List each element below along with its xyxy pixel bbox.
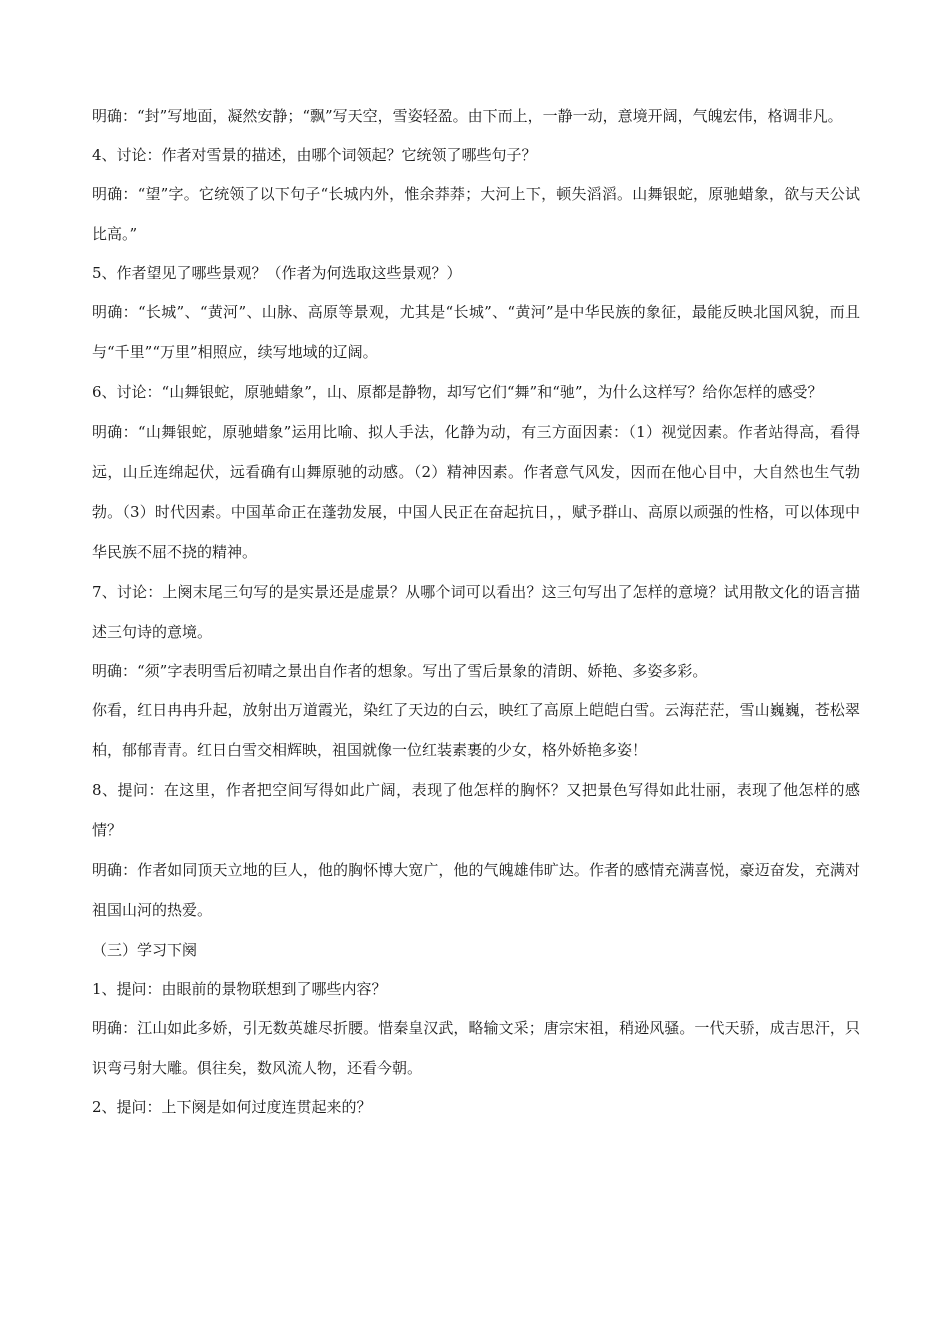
paragraph-answer-feelings: 明确：作者如同顶天立地的巨人，他的胸怀博大宽广，他的气魄雄伟旷达。作者的感情充满喜悦，豪迈奋发，充满对祖国山河的热爱。 [92, 861, 860, 919]
paragraph-question-5: 5、作者望见了哪些景观？（作者为何选取这些景观？） [92, 264, 462, 282]
paragraph-question-8: 8、提问：在这里，作者把空间写得如此广阔，表现了他怎样的胸怀？又把景色写得如此壮丽，表现了他怎样的感情？ [92, 781, 860, 839]
paragraph-question-1: 1、提问：由眼前的景物联想到了哪些内容？ [92, 980, 387, 998]
paragraph-question-4: 4、讨论：作者对雪景的描述，由哪个词领起？它统领了哪些句子？ [92, 146, 537, 164]
paragraph-description-scene: 你看，红日冉冉升起，放射出万道霞光，染红了天边的白云，映红了高原上皑皑白雪。云海茫茫，雪山巍巍，苍松翠柏，郁郁青青。红日白雪交相辉映，祖国就像一位红装素裹的少女，格外娇艳多姿！ [92, 701, 860, 759]
paragraph-answer-xu: 明确：“须”字表明雪后初晴之景出自作者的想象。写出了雪后景象的清朗、娇艳、多姿多彩。 [92, 662, 708, 680]
paragraph-question-7: 7、讨论：上阕末尾三句写的是实景还是虚景？从哪个词可以看出？这三句写出了怎样的意境？试用散文化的语言描述三句诗的意境。 [92, 583, 860, 641]
paragraph-answer-wang: 明确：“望”字。它统领了以下句子“长城内外，惟余莽莽；大河上下，顿失滔滔。山舞银蛇，原驰蜡象，欲与天公试比高。” [92, 185, 860, 243]
section-heading-xia-que: （三）学习下阕 [92, 941, 198, 959]
document-page [92, 96, 860, 1126]
paragraph-answer-landscapes: 明确：“长城”、“黄河”、山脉、高原等景观，尤其是“长城”、“黄河”是中华民族的象征，最能反映北国风貌，而且与“千里”“万里”相照应，续写地域的辽阔。 [92, 303, 860, 361]
paragraph-question-2: 2、提问：上下阕是如何过度连贯起来的？ [92, 1098, 372, 1116]
paragraph-answer-feng-piao: 明确：“封”写地面，凝然安静；“飘”写天空，雪姿轻盈。由下而上，一静一动，意境开阔，气魄宏伟，格调非凡。 [92, 107, 843, 125]
paragraph-question-6: 6、讨论：“山舞银蛇，原驰蜡象”，山、原都是静物，却写它们“舞”和“驰”，为什么这样写？给你怎样的感受？ [92, 383, 823, 401]
paragraph-answer-heroes: 明确：江山如此多娇，引无数英雄尽折腰。惜秦皇汉武，略输文采；唐宗宋祖，稍逊风骚。一代天骄，成吉思汗，只识弯弓射大雕。俱往矣，数风流人物，还看今朝。 [92, 1019, 860, 1077]
paragraph-answer-mountains: 明确：“山舞银蛇，原驰蜡象”运用比喻、拟人手法，化静为动，有三方面因素：（1）视觉因素。作者站得高，看得远，山丘连绵起伏，远看确有山舞原驰的动感。（2）精神因素。作者意气风发，因而在他心目中，大自然也生气勃勃。（3）时代因素。中国革命正在蓬勃发展，中国人民正在奋起抗日，，赋予群山、高原以顽强的性格，可以体现中华民族不屈不挠的精神。 [92, 423, 860, 561]
